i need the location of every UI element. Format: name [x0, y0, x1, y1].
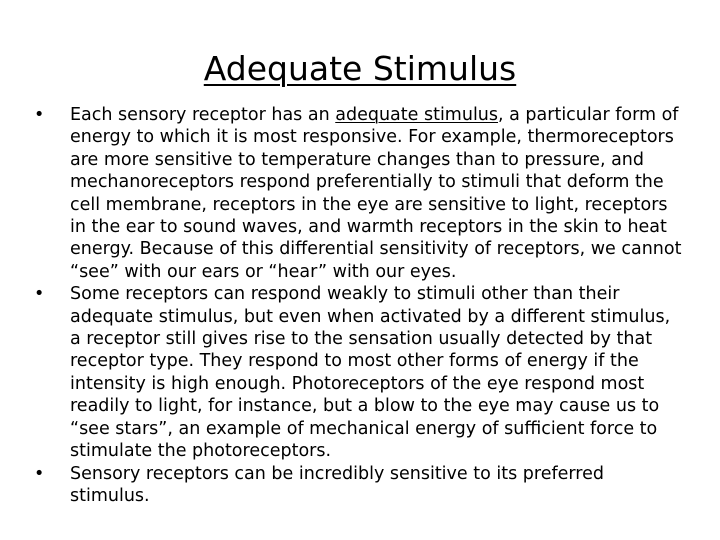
bullet-text: Some receptors can respond weakly to stimuli other than their adequate stimulus, but even when activated by a different stimulus, a receptor still gives rise to the sensation usually detected by that receptor type. They respond to most other forms of energy if the intensity is high enough. Photoreceptors of the eye respond most readily to light, for instance, but a blow to the eye may cause us to “see stars”, an example of mechanical energy of sufficient force to stimulate the photoreceptors. — [70, 284, 671, 462]
bullet-dot-icon: • — [34, 284, 45, 305]
bullet-text-start: Each sensory receptor has an — [70, 105, 336, 125]
bullet-dot-icon: • — [34, 105, 45, 125]
bullet-item — [34, 463, 684, 508]
bullet-list — [34, 104, 684, 507]
bullet-item — [34, 283, 684, 462]
slide-title: Adequate Stimulus — [203, 49, 517, 88]
key-term: adequate stimulus — [335, 105, 499, 125]
bullet-text: Sensory receptors can be incredibly sensitive to its preferred stimulus. — [70, 463, 604, 506]
bullet-text-end: , a particular form of energy to which it is most responsive. For example, thermoreceptors are more sensitive to temperature changes than to pressure, and mechanoreceptors respond preferentially to stimuli that deform the cell membrane, receptors in the eye are sensitive to light, receptors in the ear to sound waves, and warmth receptors in the skin to heat energy. Because of this differential sensitivity of receptors, we cannot “see” with our ears or “hear” with our eyes. — [70, 105, 682, 282]
bullet-text — [70, 105, 681, 282]
bullet-item — [34, 104, 684, 283]
bullet-dot-icon: • — [34, 463, 45, 484]
